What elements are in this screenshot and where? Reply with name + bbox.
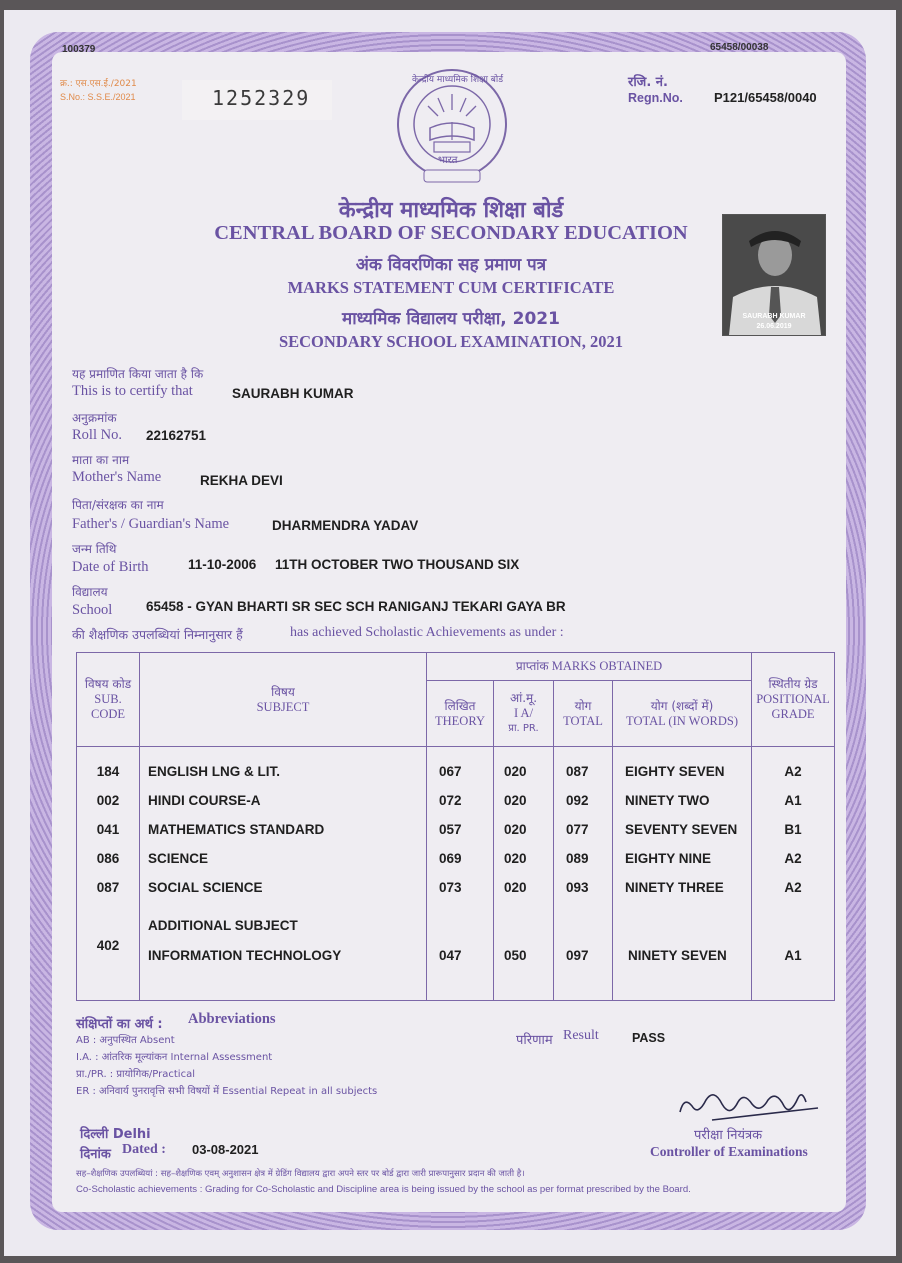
dated-label-hi: दिनांक [80, 1147, 111, 1162]
header-theory [427, 681, 494, 747]
row-1-words: NINETY TWO [625, 793, 710, 808]
row-2-words: SEVENTY SEVEN [625, 822, 738, 837]
header-grade [752, 653, 835, 747]
row-1-ia: 020 [504, 793, 527, 808]
co-scholastic-note-en: Co-Scholastic achievements : Grading for Co-Scholastic and Discipline area is being issued by the school as per format prescribed by the Board. [76, 1184, 691, 1195]
school-label-hi: विद्यालय [72, 585, 108, 599]
header-ia-pr: प्रा. PR. [508, 723, 539, 734]
row-3-subject: SCIENCE [148, 851, 209, 866]
seal-text: केन्द्रीय माध्यमिक शिक्षा बोर्ड [412, 75, 504, 85]
row-1-subject: HINDI COURSE-A [148, 793, 261, 808]
father-label-en: Father's / Guardian's Name [72, 516, 230, 532]
row-3-grade: A2 [784, 851, 802, 866]
abbr-title-hi: संक्षिप्तों का अर्थ : [76, 1017, 163, 1032]
row-2-grade: B1 [784, 822, 802, 837]
top-right-code: 65458/00038 [710, 42, 769, 53]
header-sub-code-hi: विषय कोड [84, 677, 132, 691]
row-add-grade: A1 [784, 948, 802, 963]
row-0-code: 184 [96, 764, 120, 779]
row-4-theory: 073 [439, 880, 462, 895]
row-2-code: 041 [96, 822, 120, 837]
photo-caption-date: 26.06.2019 [756, 323, 792, 330]
header-total-en: TOTAL [563, 713, 603, 728]
col-subject [140, 747, 427, 1001]
roll-label-hi: अनुक्रमांक [72, 411, 117, 425]
row-add-total: 097 [566, 948, 589, 963]
row-0-words: EIGHTY SEVEN [625, 764, 725, 779]
certify-label-hi: यह प्रमाणित किया जाता है कि [72, 367, 204, 381]
serial-label-en: S.No.: S.S.E./2021 [60, 92, 136, 102]
cert-title-en: MARKS STATEMENT CUM CERTIFICATE [287, 278, 615, 297]
dob-label-en: Date of Birth [72, 559, 149, 575]
header-theory-hi: लिखित [444, 698, 476, 713]
row-add-theory: 047 [439, 948, 462, 963]
exam-title-hi: माध्यमिक विद्यालय परीक्षा, 2021 [342, 309, 560, 329]
header-total-hi: योग [574, 698, 592, 713]
dated-label-en: Dated : [122, 1142, 166, 1157]
col-grade [752, 747, 835, 1001]
result-label-hi: परिणाम [516, 1033, 553, 1048]
abbr-line-er: ER : अनिवार्य पुनरावृत्ति सभी विषयों में Essential Repeat in all subjects [76, 1086, 378, 1097]
col-ia [494, 747, 554, 1001]
abbr-line-pr: प्रा./PR. : प्रायोगिक/Practical [76, 1069, 195, 1080]
header-subject [140, 653, 427, 747]
col-code [77, 747, 140, 1001]
row-3-total: 089 [566, 851, 589, 866]
serial-number: 1252329 [212, 86, 311, 110]
regn-number: P121/65458/0040 [714, 90, 817, 105]
mother-name: REKHA DEVI [200, 473, 283, 488]
result-label-en: Result [563, 1028, 599, 1043]
photo-caption-name: SAURABH KUMAR [742, 313, 806, 320]
serial-label-hi: क्र.: एस.एस.ई./2021 [60, 79, 137, 89]
row-4-code: 087 [96, 880, 120, 895]
header-grade-en1: POSITIONAL [756, 692, 830, 706]
row-2-total: 077 [566, 822, 589, 837]
header-theory-en: THEORY [435, 713, 485, 728]
roll-label-en: Roll No. [72, 427, 122, 443]
row-add-words: NINETY SEVEN [628, 948, 727, 963]
header-marks-obtained [427, 653, 752, 681]
row-4-words: NINETY THREE [625, 880, 724, 895]
header-words-en: TOTAL (IN WORDS) [626, 713, 738, 728]
co-scholastic-note-hi: सह–शैक्षणिक उपलब्धियां : सह–शैक्षणिक एवम् अनुशासन क्षेत्र में ग्रेडिंग विद्यालय द्वारा अपने स्तर पर बोर्ड द्वारा जारी प्रारूपानुसार प्रदान की जाती है। [76, 1169, 525, 1179]
board-title-en: CENTRAL BOARD OF SECONDARY EDUCATION [214, 222, 688, 244]
header-sub-code-en1: SUB. [94, 692, 122, 706]
header-ia-hi: आं.मू. [509, 691, 538, 705]
row-0-subject: ENGLISH LNG & LIT. [148, 764, 281, 779]
achieved-label-hi: की शैक्षणिक उपलब्धियां निम्नानुसार हैं [72, 627, 243, 642]
header-grade-hi: स्थितीय ग्रेड [768, 677, 818, 691]
dob-value: 11-10-2006 [188, 557, 257, 572]
row-add-code: 402 [96, 938, 120, 953]
student-photo [722, 214, 826, 336]
row-0-ia: 020 [504, 764, 527, 779]
father-name: DHARMENDRA YADAV [272, 518, 419, 533]
row-4-ia: 020 [504, 880, 527, 895]
header-total [554, 681, 613, 747]
row-3-code: 086 [96, 851, 120, 866]
row-0-grade: A2 [784, 764, 802, 779]
col-theory [427, 747, 494, 1001]
header-ia-en: I A/ [513, 706, 534, 720]
row-4-grade: A2 [784, 880, 802, 895]
header-total-words [613, 681, 752, 747]
row-4-subject: SOCIAL SCIENCE [148, 880, 263, 895]
board-title-hi: केन्द्रीय माध्यमिक शिक्षा बोर्ड [338, 198, 564, 223]
regn-label-en: Regn.No. [628, 91, 683, 105]
header-sub-code [77, 653, 140, 747]
mother-label-en: Mother's Name [72, 469, 162, 485]
abbr-line-ab: AB : अनुपस्थित Absent [76, 1035, 175, 1046]
header-marks-hi: प्राप्तांक [515, 659, 549, 673]
dob-words: 11TH OCTOBER TWO THOUSAND SIX [275, 557, 520, 572]
student-name: SAURABH KUMAR [232, 386, 354, 401]
row-add-subject: INFORMATION TECHNOLOGY [148, 948, 342, 963]
abbr-title-en: Abbreviations [188, 1011, 276, 1027]
col-total [554, 747, 613, 1001]
top-left-code: 100379 [62, 44, 96, 55]
header-marks-en: MARKS OBTAINED [551, 659, 663, 673]
row-2-subject: MATHEMATICS STANDARD [148, 822, 325, 837]
seal-bottom: भारत [438, 155, 458, 166]
row-add-ia: 050 [504, 948, 527, 963]
header-ia [494, 681, 554, 747]
mother-label-hi: माता का नाम [72, 453, 130, 467]
achieved-label-en: has achieved Scholastic Achievements as under : [290, 625, 564, 640]
row-4-total: 093 [566, 880, 589, 895]
certify-label-en: This is to certify that [72, 383, 193, 399]
header-subject-en: SUBJECT [256, 699, 310, 714]
row-1-code: 002 [96, 793, 120, 808]
row-1-total: 092 [566, 793, 589, 808]
row-0-total: 087 [566, 764, 589, 779]
dob-label-hi: जन्म तिथि [72, 542, 117, 556]
row-2-theory: 057 [439, 822, 462, 837]
header-subject-hi: विषय [271, 684, 295, 699]
row-3-theory: 069 [439, 851, 462, 866]
father-label-hi: पिता/संरक्षक का नाम [72, 498, 164, 512]
row-2-ia: 020 [504, 822, 527, 837]
roll-number: 22162751 [146, 428, 207, 443]
row-0-theory: 067 [439, 764, 462, 779]
controller-signature-icon [672, 1082, 824, 1128]
header-grade-en2: GRADE [771, 707, 815, 721]
additional-subject-label: ADDITIONAL SUBJECT [148, 918, 298, 933]
row-1-grade: A1 [784, 793, 802, 808]
abbr-line-ia: I.A. : आंतरिक मूल्यांकन Internal Assessment [76, 1052, 273, 1063]
marks-table [76, 652, 835, 1001]
col-words [613, 747, 752, 1001]
place: दिल्ली Delhi [80, 1127, 151, 1142]
exam-title-en: SECONDARY SCHOOL EXAMINATION, 2021 [278, 332, 624, 351]
row-3-words: EIGHTY NINE [625, 851, 712, 866]
result-value: PASS [632, 1031, 666, 1045]
header-words-hi: योग (शब्दों में) [650, 698, 714, 713]
regn-label-hi: रजि. नं. [628, 75, 668, 90]
header-sub-code-en2: CODE [90, 707, 126, 721]
row-1-theory: 072 [439, 793, 462, 808]
row-3-ia: 020 [504, 851, 527, 866]
issue-date: 03-08-2021 [192, 1142, 259, 1157]
school-name: 65458 - GYAN BHARTI SR SEC SCH RANIGANJ TEKARI GAYA BR [146, 599, 566, 614]
marks-body [77, 747, 835, 1001]
cert-title-hi: अंक विवरणिका सह प्रमाण पत्र [355, 255, 547, 275]
controller-hi: परीक्षा नियंत्रक [694, 1128, 763, 1143]
school-label-en: School [72, 602, 113, 618]
controller-en: Controller of Examinations [650, 1144, 808, 1159]
